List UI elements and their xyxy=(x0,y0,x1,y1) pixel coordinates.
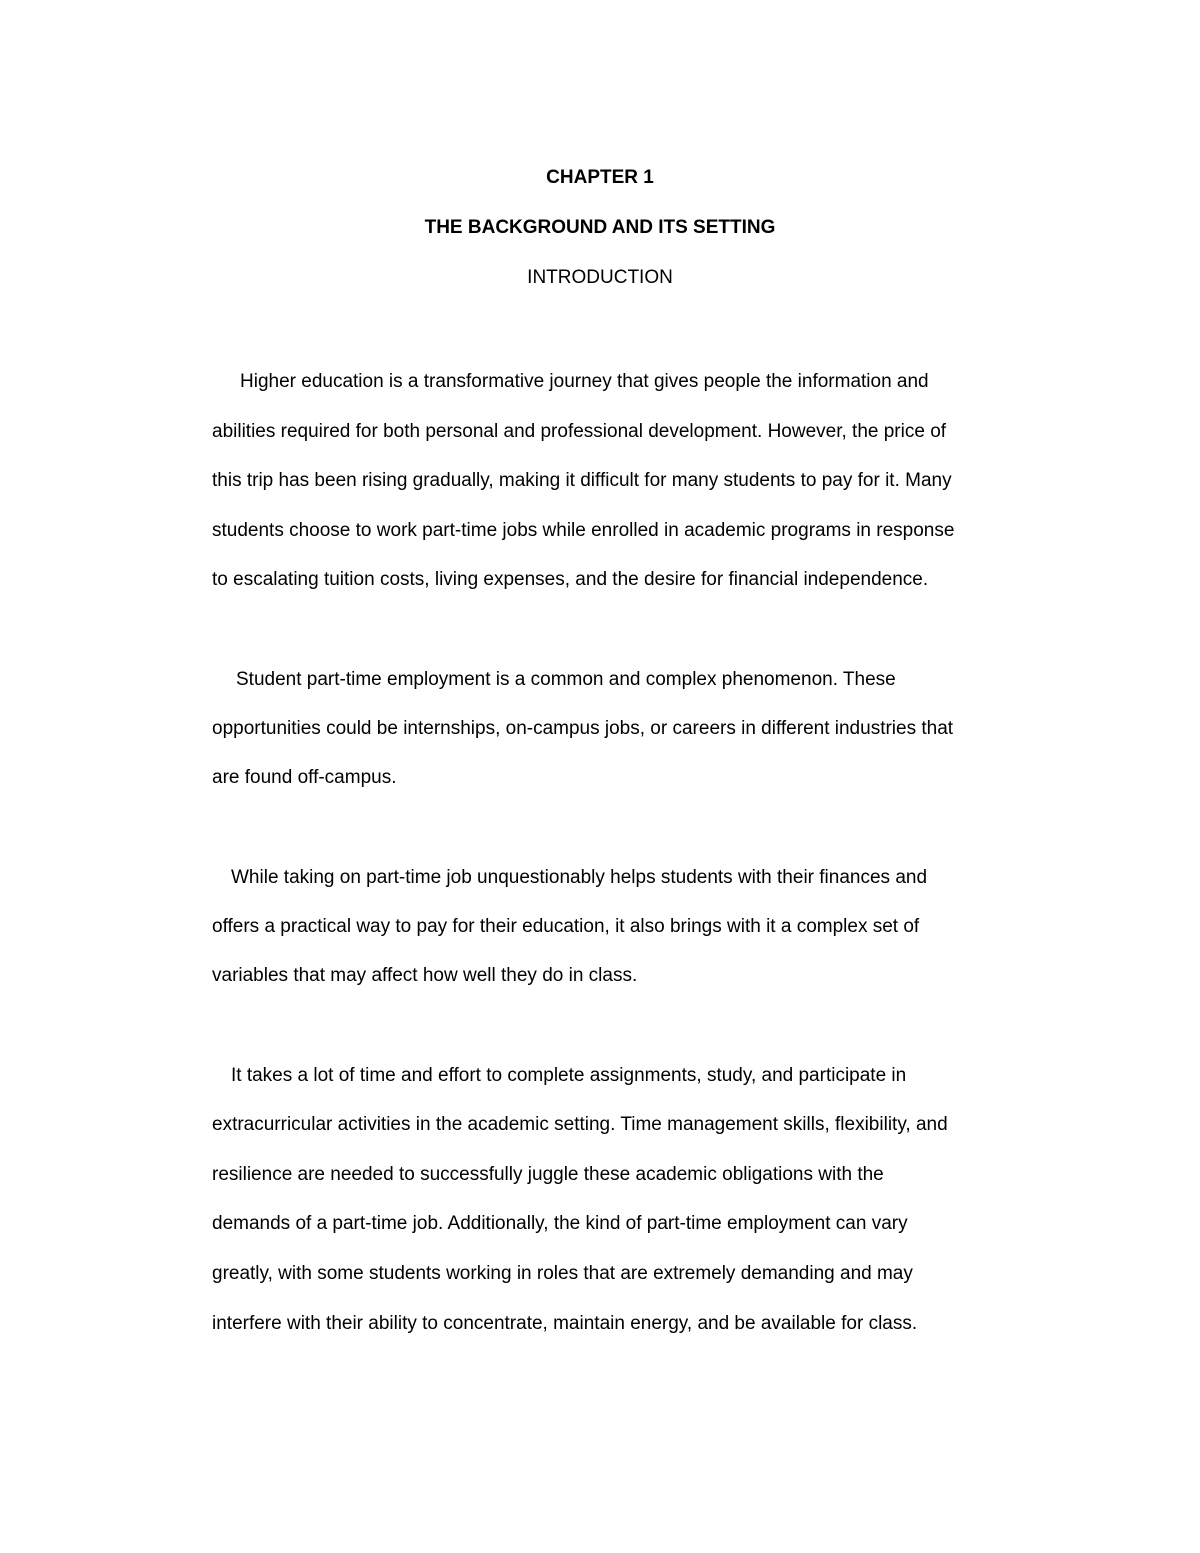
paragraph-line: It takes a lot of time and effort to complete assignments, study, and participate in xyxy=(231,1065,907,1086)
section-title: INTRODUCTION xyxy=(527,267,673,288)
chapter-title: THE BACKGROUND AND ITS SETTING xyxy=(424,217,776,238)
paragraph-line: While taking on part-time job unquestionably helps students with their finances and xyxy=(231,867,928,888)
paragraph-line: variables that may affect how well they do in class. xyxy=(212,965,638,986)
paragraph-line: extracurricular activities in the academic setting. Time management skills, flexibility, and xyxy=(212,1114,948,1135)
paragraph-line: to escalating tuition costs, living expenses, and the desire for financial independence. xyxy=(212,569,929,590)
paragraph-line: Student part-time employment is a common and complex phenomenon. These xyxy=(236,669,896,690)
paragraph-line: interfere with their ability to concentrate, maintain energy, and be available for class. xyxy=(212,1313,918,1334)
paragraph-line: offers a practical way to pay for their education, it also brings with it a complex set of xyxy=(212,916,920,937)
paragraph-line: demands of a part-time job. Additionally, the kind of part-time employment can vary xyxy=(212,1213,908,1234)
paragraph-line: this trip has been rising gradually, making it difficult for many students to pay for it. Many xyxy=(212,470,952,491)
paragraph-line: Higher education is a transformative journey that gives people the information and xyxy=(240,371,929,392)
paragraph-line: greatly, with some students working in roles that are extremely demanding and may xyxy=(212,1263,913,1284)
paragraph-line: resilience are needed to successfully juggle these academic obligations with the xyxy=(212,1164,884,1185)
paragraph-line: students choose to work part-time jobs while enrolled in academic programs in response xyxy=(212,520,955,541)
paragraph-line: are found off-campus. xyxy=(212,767,397,788)
chapter-label: CHAPTER 1 xyxy=(546,167,654,188)
paragraph-line: opportunities could be internships, on-campus jobs, or careers in different industries that xyxy=(212,718,954,739)
paragraph-line: abilities required for both personal and professional development. However, the price of xyxy=(212,421,947,442)
